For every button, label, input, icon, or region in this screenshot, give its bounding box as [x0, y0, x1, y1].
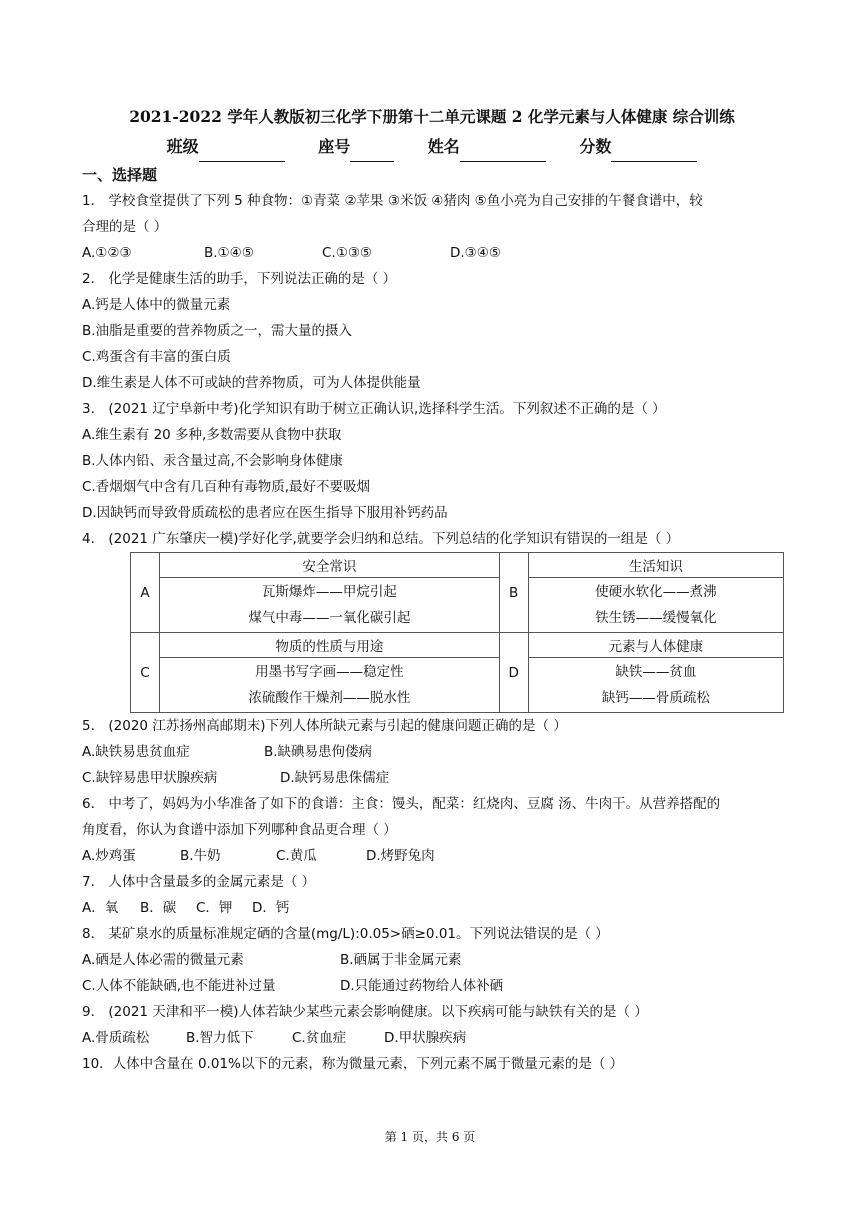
- option-d[interactable]: D.维生素是人体不可或缺的营养物质，可为人体提供能量: [82, 375, 421, 391]
- option-b[interactable]: B.智力低下: [186, 1030, 254, 1046]
- question-5-options-row1: [82, 739, 782, 765]
- question-5-stem: 5． (2020 江苏扬州高邮期末)下列人体所缺元素与引起的健康问题正确的是（ ）: [82, 718, 567, 734]
- option-d[interactable]: D.烤野兔肉: [366, 848, 435, 864]
- option-d[interactable]: D.甲状腺疾病: [384, 1030, 467, 1046]
- document-page: [82, 104, 782, 1077]
- question-4-stem: 4． (2021 广东肇庆一模)学好化学,就要学会归纳和总结。下列总结的化学知识有错误的一组是（ ）: [82, 531, 680, 547]
- name-field[interactable]: [460, 144, 546, 162]
- question-8-stem: 8． 某矿泉水的质量标准规定硒的含量(mg/L):0.05>硒≥0.01。下列说法错误的是（ ）: [82, 926, 609, 942]
- table-cell-b: [528, 578, 783, 633]
- option-b[interactable]: B.硒属于非金属元素: [340, 952, 462, 968]
- option-a[interactable]: A.钙是人体中的微量元素: [82, 297, 231, 313]
- option-b[interactable]: B．碳: [140, 900, 177, 916]
- seat-label: 座号: [318, 137, 351, 156]
- question-1-stem-cont: 合理的是（ ）: [82, 219, 168, 235]
- question-6-options: [82, 843, 782, 869]
- option-c[interactable]: C.鸡蛋含有丰富的蛋白质: [82, 349, 231, 365]
- student-info-fields: [82, 132, 782, 162]
- option-b[interactable]: B.油脂是重要的营养物质之一，需大量的摄入: [82, 323, 353, 339]
- table-cell-c: [160, 658, 500, 713]
- question-5-options-row2: [82, 765, 782, 791]
- option-a[interactable]: A.炒鸡蛋: [82, 848, 136, 864]
- class-label: 班级: [166, 137, 199, 156]
- option-c[interactable]: C.香烟烟气中含有几百种有毒物质,最好不要吸烟: [82, 479, 371, 495]
- option-c[interactable]: C.贫血症: [292, 1030, 347, 1046]
- option-a[interactable]: A.维生素有 20 多种,多数需要从食物中获取: [82, 427, 342, 443]
- option-c[interactable]: C．钾: [196, 900, 233, 916]
- option-c[interactable]: C.①③⑤: [322, 245, 373, 261]
- question-8-options-row1: [82, 947, 782, 973]
- name-label: 姓名: [427, 137, 460, 156]
- option-a[interactable]: A.缺铁易患贫血症: [82, 744, 190, 760]
- knowledge-table: [130, 552, 784, 713]
- table-header-c: 物质的性质与用途: [160, 633, 500, 658]
- option-a[interactable]: A.硒是人体必需的微量元素: [82, 952, 244, 968]
- option-b[interactable]: B.①④⑤: [204, 245, 254, 261]
- table-line: 瓦斯爆炸——甲烷引起: [261, 584, 397, 600]
- table-line: 缺钙——骨质疏松: [601, 690, 710, 706]
- question-1-options: [82, 240, 782, 266]
- page-title: 2021-2022 学年人教版初三化学下册第十二单元课题 2 化学元素与人体健康 综合训练: [129, 107, 735, 126]
- question-3-stem: 3． (2021 辽宁阜新中考)化学知识有助于树立正确认识,选择科学生活。下列叙述不正确的是（ ）: [82, 401, 666, 417]
- table-line: 铁生锈——缓慢氧化: [595, 610, 717, 626]
- table-line: 浓硫酸作干燥剂——脱水性: [248, 690, 411, 706]
- table-line: 用墨书写字画——稳定性: [255, 664, 404, 680]
- class-field[interactable]: [199, 144, 285, 162]
- option-b[interactable]: B.缺碘易患佝偻病: [264, 744, 373, 760]
- question-9-stem: 9． (2021 天津和平一模)人体若缺少某些元素会影响健康。以下疾病可能与缺铁有关的是（ ）: [82, 1004, 648, 1020]
- option-b[interactable]: B.人体内铅、汞含量过高,不会影响身体健康: [82, 453, 343, 469]
- option-d[interactable]: D．钙: [252, 900, 290, 916]
- question-9-options: [82, 1025, 782, 1051]
- question-1-stem: 1． 学校食堂提供了下列 5 种食物：①青菜 ②苹果 ③米饭 ④猪肉 ⑤鱼小亮为自己安排的午餐食谱中，较: [82, 193, 703, 209]
- question-7-options: [82, 895, 782, 921]
- table-header-a: 安全常识: [160, 553, 500, 578]
- option-d[interactable]: D.③④⑤: [450, 245, 501, 261]
- option-a[interactable]: A.骨质疏松: [82, 1030, 150, 1046]
- section-heading: 一、选择题: [82, 166, 158, 184]
- score-label: 分数: [579, 137, 612, 156]
- table-label-b: B: [499, 553, 528, 633]
- table-header-d: 元素与人体健康: [528, 633, 783, 658]
- seat-field[interactable]: [350, 144, 394, 162]
- option-c[interactable]: C.缺锌易患甲状腺疾病: [82, 770, 218, 786]
- option-b[interactable]: B.牛奶: [180, 848, 221, 864]
- table-cell-d: [528, 658, 783, 713]
- table-cell-a: [160, 578, 500, 633]
- table-label-a: A: [131, 553, 160, 633]
- question-8-options-row2: [82, 973, 782, 999]
- option-c[interactable]: C.黄瓜: [276, 848, 317, 864]
- table-line: 煤气中毒——一氧化碳引起: [248, 610, 411, 626]
- question-7-stem: 7． 人体中含量最多的金属元素是（ ）: [82, 874, 316, 890]
- table-label-d: D: [499, 633, 528, 713]
- page-footer: 第 1 页，共 6 页: [384, 1130, 476, 1144]
- score-field[interactable]: [611, 144, 697, 162]
- table-label-c: C: [131, 633, 160, 713]
- option-d[interactable]: D.只能通过药物给人体补硒: [340, 978, 504, 994]
- option-a[interactable]: A.①②③: [82, 245, 132, 261]
- option-d[interactable]: D.缺钙易患侏儒症: [280, 770, 390, 786]
- question-2-stem: 2． 化学是健康生活的助手，下列说法正确的是（ ）: [82, 271, 397, 287]
- question-10-stem: 10．人体中含量在 0.01%以下的元素，称为微量元素，下列元素不属于微量元素的是（ ）: [82, 1056, 624, 1072]
- question-6-stem-cont: 角度看，你认为食谱中添加下列哪种食品更合理（ ）: [82, 822, 397, 838]
- table-line: 使硬水软化——煮沸: [595, 584, 717, 600]
- table-header-b: 生活知识: [528, 553, 783, 578]
- option-c[interactable]: C.人体不能缺硒,也不能进补过量: [82, 978, 276, 994]
- table-line: 缺铁——贫血: [615, 664, 697, 680]
- option-d[interactable]: D.因缺钙而导致骨质疏松的患者应在医生指导下服用补钙药品: [82, 505, 448, 521]
- option-a[interactable]: A．氧: [82, 900, 119, 916]
- question-6-stem: 6． 中考了，妈妈为小华准备了如下的食谱：主食：馒头，配菜：红烧肉、豆腐 汤、牛肉干。从营养搭配的: [82, 796, 721, 812]
